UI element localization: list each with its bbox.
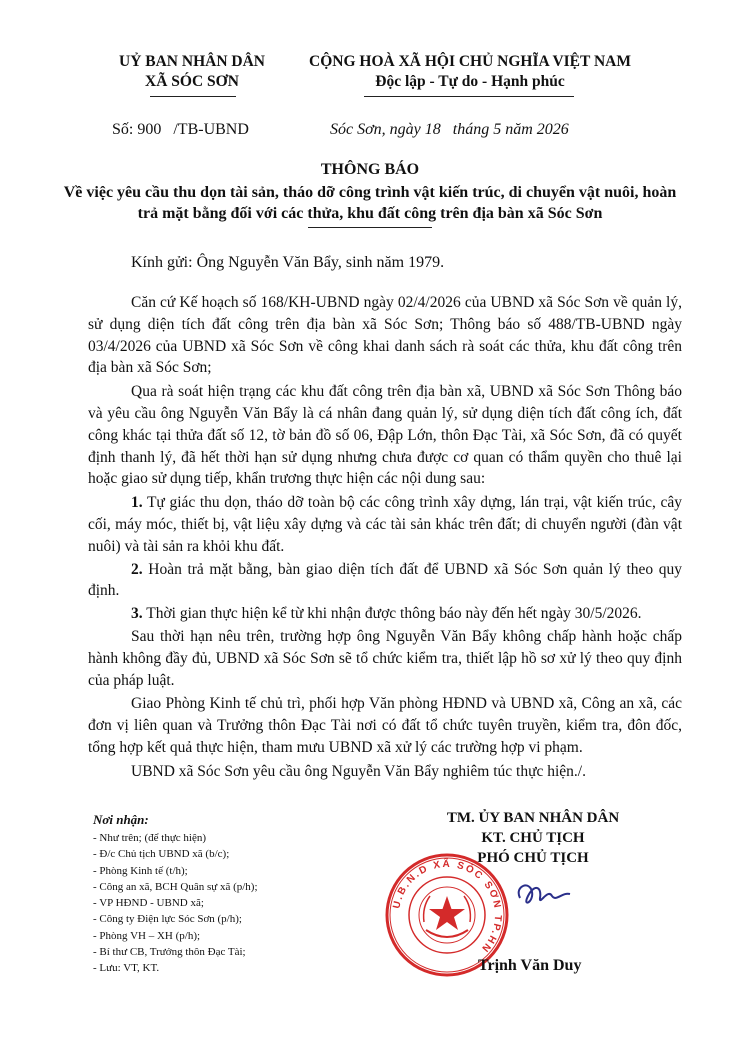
national-motto (300, 52, 640, 92)
item-number: 2. (131, 560, 143, 578)
recipient-item: - Bí thư CB, Trưởng thôn Đạc Tài; (93, 946, 246, 959)
recipients-list (93, 830, 258, 977)
motto: Độc lập - Tự do - Hạnh phúc (375, 73, 565, 90)
subject-underline (308, 227, 432, 228)
recipient-item: - Công an xã, BCH Quân sự xã (p/h); (93, 880, 258, 893)
motto-underline (364, 96, 574, 97)
document-subject: Về việc yêu cầu thu dọn tài sản, tháo dỡ công trình vật kiến trúc, di chuyển vật nuôi, hoàn trả mặt bằng đối với các thửa, khu đất công trên địa bàn xã Sóc Sơn (63, 184, 677, 222)
body-paragraph-legal-basis: Căn cứ Kế hoạch số 168/KH-UBND ngày 02/4/2026 của UBND xã Sóc Sơn về quản lý, sử dụng diện tích đất công trên địa bàn xã Sóc Sơn; Thông báo số 488/TB-UBND ngày 03/4/2026 của UBND xã Sóc Sơn về công khai danh sách rà soát các thửa, khu đất công trên địa bàn xã Sóc Sơn; (88, 294, 682, 377)
recipient-item: - Phòng Kinh tế (t/h); (93, 864, 188, 877)
item-text: Hoàn trả mặt bằng, bàn giao diện tích đất để UBND xã Sóc Sơn quản lý theo quy định. (88, 560, 682, 600)
signature-line-1: TM. ỦY BAN NHÂN DÂN (446, 810, 620, 826)
agency-underline (150, 96, 236, 97)
handwritten-signature-icon (512, 878, 574, 914)
recipients-heading: Nơi nhận: (93, 812, 149, 827)
body-paragraph-consequence: Sau thời hạn nêu trên, trường hợp ông Nguyễn Văn Bẩy không chấp hành hoặc chấp hành không đầy đủ, UBND xã Sóc Sơn sẽ tổ chức kiểm tra, thiết lập hồ sơ xử lý theo quy định của pháp luật. (88, 627, 682, 689)
issuing-agency (92, 52, 292, 92)
recipient-item: - Như trên; (để thực hiện) (93, 832, 207, 844)
signature-line-3: PHÓ CHỦ TỊCH (477, 850, 589, 866)
recipient-item: - VP HĐND - UBND xã; (93, 897, 204, 910)
body-paragraph-findings: Qua rà soát hiện trạng các khu đất công trên địa bàn xã, UBND xã Sóc Sơn Thông báo và yêu cầu ông Nguyễn Văn Bẩy là cá nhân đang quản lý, sử dụng diện tích đất công ích, đất công khác tại thửa đất số 12, tờ bản đồ số 06, Đập Lớn, thôn Đạc Tài, xã Sóc Sơn, đã có quyết định thanh lý, đã hết thời hạn sử dụng nhưng chưa được cơ quan có thẩm quyền cho thuê lại hoặc giao sử dụng tiếp, khẩn trương thực hiện các nội dung sau: (88, 383, 682, 488)
body-paragraph-closing: UBND xã Sóc Sơn yêu cầu ông Nguyễn Văn Bẩy nghiêm túc thực hiện./. (131, 762, 586, 780)
requirement-item-3 (88, 603, 682, 625)
document-date: Sóc Sơn, ngày 18 tháng 5 năm 2026 (330, 121, 569, 138)
recipient-item: - Đ/c Chủ tịch UBND xã (b/c); (93, 848, 230, 861)
item-number: 3. (131, 605, 143, 623)
item-text: Thời gian thực hiện kể từ khi nhận được thông báo này đến hết ngày 30/5/2026. (142, 605, 642, 623)
seal-text: U.B.N.D XÃ SÓC SƠN TP.HN (391, 858, 504, 956)
requirement-item-2 (88, 559, 682, 603)
recipient-item: - Công ty Điện lực Sóc Sơn (p/h); (93, 913, 242, 926)
item-text: Tự giác thu dọn, tháo dỡ toàn bộ các công trình xây dựng, lán trại, vật kiến trúc, cây cối, máy móc, thiết bị, vật liệu xây dựng và các tài sản khác trên đất; di chuyển người (đàn vật nuôi) và tài sản ra khỏi khu đất. (88, 494, 682, 555)
recipient-item: - Lưu: VT, KT. (93, 962, 160, 975)
agency-name-line1: UỶ BAN NHÂN DÂN (119, 53, 265, 70)
recipient-line: Kính gửi: Ông Nguyễn Văn Bẩy, sinh năm 1979. (131, 254, 445, 271)
requirement-item-1 (88, 492, 682, 557)
item-number: 1. (131, 494, 143, 512)
recipient-item: - Phòng VH – XH (p/h); (93, 929, 201, 942)
document-body (88, 292, 682, 785)
agency-name-line2: XÃ SÓC SƠN (145, 73, 239, 90)
signature-line-2: KT. CHỦ TỊCH (481, 830, 585, 846)
signer-name: Trịnh Văn Duy (478, 957, 582, 974)
country-name: CỘNG HOÀ XÃ HỘI CHỦ NGHĨA VIỆT NAM (309, 53, 631, 70)
document-title: THÔNG BÁO (320, 161, 420, 178)
body-paragraph-assignment: Giao Phòng Kinh tế chủ trì, phối hợp Văn phòng HĐND và UBND xã, Công an xã, các đơn vị liên quan và Trưởng thôn Đạc Tài nơi có đất tổ chức tuyên truyền, kiểm tra, đôn đốc, tổng hợp kết quả thực hiện, tham mưu UBND xã xử lý các trường hợp vi phạm. (88, 695, 682, 756)
document-number: Số: 900 /TB-UBND (112, 121, 249, 138)
